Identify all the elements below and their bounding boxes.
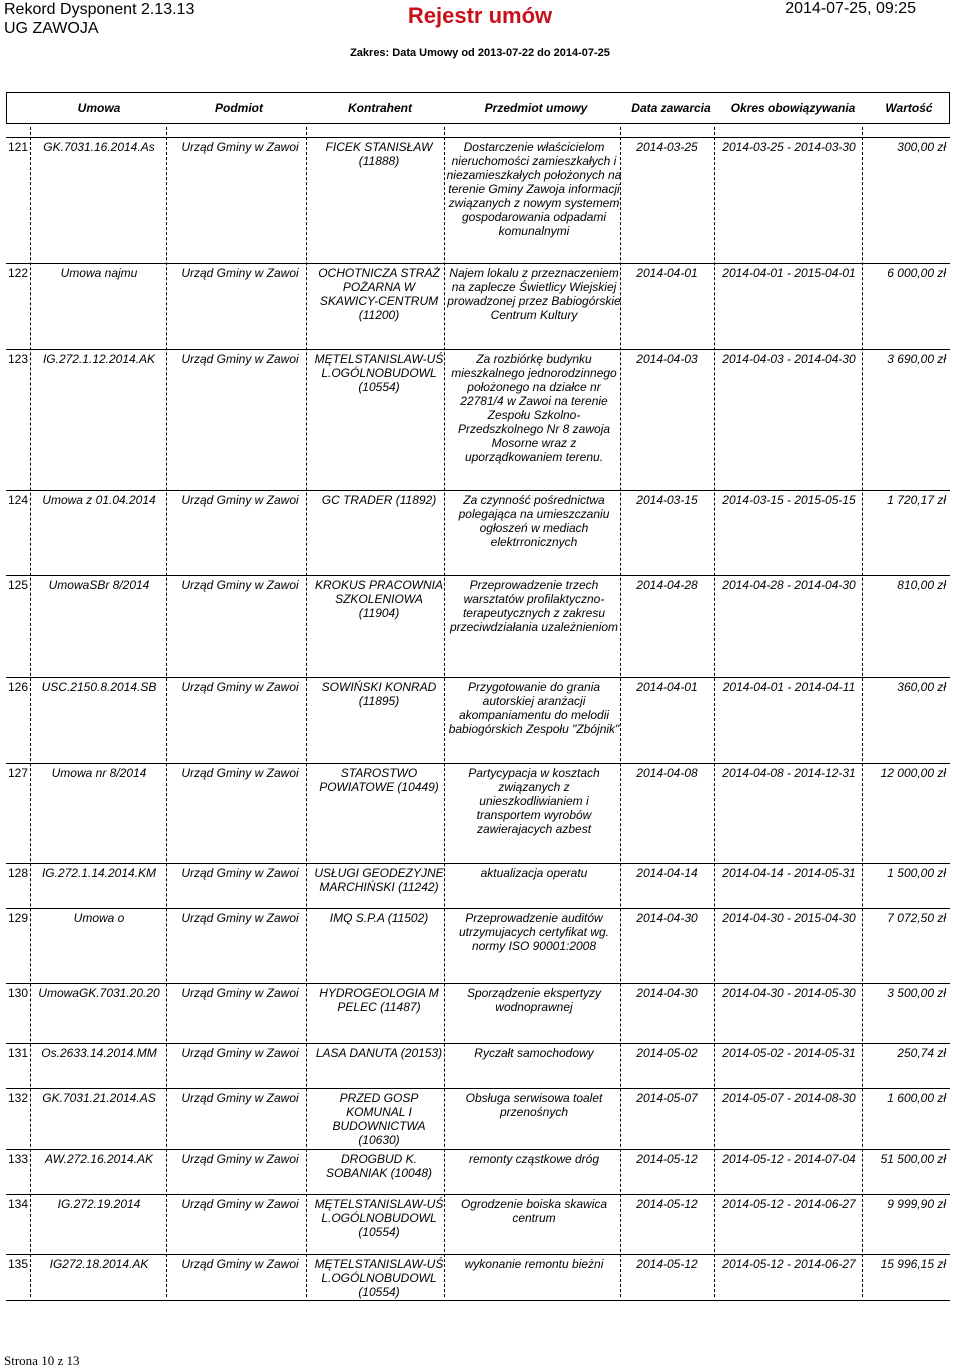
cell-przedmiot: Sporządzenie ekspertyzy wodnoprawnej — [466, 986, 602, 1014]
cell-no: 134 — [8, 1197, 29, 1211]
cell-kontrahent: FICEK STANISŁAW (11888) — [325, 140, 433, 168]
cell-okres: 2014-05-12 - 2014-06-27 — [722, 1197, 856, 1211]
cell-przedmiot: wykonanie remontu bieżni — [464, 1257, 604, 1271]
cell-data: 2014-04-01 — [636, 266, 698, 280]
cell-podmiot: Urząd Gminy w Zawoi — [181, 1091, 299, 1105]
col-umowa: Umowa — [77, 101, 121, 115]
cell-okres: 2014-05-12 - 2014-07-04 — [722, 1152, 856, 1166]
cell-kontrahent: KROKUS PRACOWNIA SZKOLENIOWA (11904) — [314, 578, 443, 620]
cell-data: 2014-04-01 — [636, 680, 698, 694]
cell-no: 122 — [8, 266, 29, 280]
cell-wartosc: 1 600,00 zł — [887, 1091, 946, 1105]
cell-no: 131 — [8, 1046, 29, 1060]
cell-podmiot: Urząd Gminy w Zawoi — [181, 1046, 299, 1060]
cell-kontrahent: USŁUGI GEODEZYJNE MARCHIŃSKI (11242) — [314, 866, 444, 894]
col-data: Data zawarcia — [631, 101, 711, 115]
cell-umowa: USC.2150.8.2014.SB — [41, 680, 157, 694]
cell-wartosc: 6 000,00 zł — [887, 266, 946, 280]
cell-przedmiot: Przeprowadzenie trzech warsztatów profilaktyczno-terapeutycznych z zakresu przeciwdziałania uzależnieniom — [449, 578, 619, 634]
cell-wartosc: 15 996,15 zł — [880, 1257, 946, 1271]
cell-data: 2014-04-30 — [636, 911, 698, 925]
cell-data: 2014-05-12 — [636, 1257, 698, 1271]
cell-data: 2014-05-07 — [636, 1091, 698, 1105]
cell-wartosc: 3 500,00 zł — [887, 986, 946, 1000]
cell-kontrahent: LASA DANUTA (20153) — [315, 1046, 443, 1060]
cell-przedmiot: Partycypacja w kosztach związanych z unieszkodliwianiem i transportem wyrobów zawierajacych azbest — [468, 766, 600, 836]
cell-no: 123 — [8, 352, 29, 366]
cell-podmiot: Urząd Gminy w Zawoi — [181, 1197, 299, 1211]
table-footer-line — [6, 1300, 950, 1331]
cell-wartosc: 7 072,50 zł — [887, 911, 946, 925]
cell-podmiot: Urząd Gminy w Zawoi — [181, 1257, 299, 1271]
cell-przedmiot: Najem lokalu z przeznaczeniem na zaplecze Świetlicy Wiejskiej prowadzonej przez Babiogórskie Centrum Kultury — [447, 266, 621, 322]
cell-no: 132 — [8, 1091, 29, 1105]
cell-kontrahent: IMQ S.P.A (11502) — [329, 911, 429, 925]
cell-data: 2014-03-25 — [636, 140, 698, 154]
cell-no: 133 — [8, 1152, 29, 1166]
cell-umowa: IG.272.1.12.2014.AK — [42, 352, 156, 366]
cell-umowa: Umowa z 01.04.2014 — [42, 493, 156, 507]
cell-no: 135 — [8, 1257, 29, 1271]
report-range: Zakres: Data Umowy od 2013-07-22 do 2014-07-25 — [350, 47, 610, 59]
cell-data: 2014-04-14 — [636, 866, 698, 880]
cell-data: 2014-05-12 — [636, 1152, 698, 1166]
col-przedmiot: Przedmiot umowy — [484, 101, 588, 115]
cell-podmiot: Urząd Gminy w Zawoi — [181, 1152, 299, 1166]
cell-no: 129 — [8, 911, 29, 925]
cell-kontrahent: SOWIŃSKI KONRAD (11895) — [321, 680, 437, 708]
cell-kontrahent: STAROSTWO POWIATOWE (10449) — [319, 766, 439, 794]
cell-kontrahent: MĘTELSTANISLAW-UŚ L.OGÓLNOBUDOWL (10554) — [314, 1197, 444, 1239]
cell-przedmiot: Obsługa serwisowa toalet przenośnych — [465, 1091, 603, 1119]
page-number: Strona 10 z 13 — [4, 1353, 80, 1368]
cell-no: 127 — [8, 766, 29, 780]
cell-umowa: IG.272.19.2014 — [57, 1197, 141, 1211]
cell-podmiot: Urząd Gminy w Zawoi — [181, 680, 299, 694]
cell-podmiot: Urząd Gminy w Zawoi — [181, 266, 299, 280]
cell-kontrahent: OCHOTNICZA STRAŻ POŻARNA W SKAWICY-CENTRUM (11200) — [318, 266, 440, 322]
cell-kontrahent: MĘTELSTANISLAW-UŚ L.OGÓLNOBUDOWL (10554) — [314, 1257, 444, 1299]
cell-okres: 2014-03-15 - 2015-05-15 — [722, 493, 856, 507]
col-kontrahent: Kontrahent — [348, 101, 412, 115]
org-name: UG ZAWOJA — [4, 20, 99, 37]
cell-no: 124 — [8, 493, 29, 507]
cell-umowa: GK.7031.21.2014.AS — [42, 1091, 156, 1105]
cell-przedmiot: Ogrodzenie boiska skawica centrum — [460, 1197, 608, 1225]
cell-no: 128 — [8, 866, 29, 880]
cell-okres: 2014-04-03 - 2014-04-30 — [722, 352, 856, 366]
cell-data: 2014-03-15 — [636, 493, 698, 507]
cell-data: 2014-04-30 — [636, 986, 698, 1000]
col-wartosc: Wartość — [885, 101, 933, 115]
cell-przedmiot: Za czynność pośrednictwa polegająca na umieszczaniu ogłoszeń w mediach elektrronicznych — [458, 493, 610, 549]
cell-data: 2014-04-03 — [636, 352, 698, 366]
cell-data: 2014-05-12 — [636, 1197, 698, 1211]
cell-podmiot: Urząd Gminy w Zawoi — [181, 493, 299, 507]
cell-przedmiot: Za rozbiórkę budynku mieszkalnego jednorodzinnego położonego na działce nr 22781/4 w Zawoi na terenie Zespołu Szkolno-Przedszkolnego Nr 8 zawoja Mosorne wraz z uporządkowaniem terenu. — [451, 352, 617, 464]
cell-przedmiot: aktualizacja operatu — [480, 866, 588, 880]
cell-wartosc: 250,74 zł — [897, 1046, 946, 1060]
cell-umowa: AW.272.16.2014.AK — [44, 1152, 154, 1166]
cell-data: 2014-04-08 — [636, 766, 698, 780]
cell-kontrahent: DROGBUD K. SOBANIAK (10048) — [325, 1152, 433, 1180]
col-okres: Okres obowiązywania — [730, 101, 856, 115]
app-name: Rekord Dysponent 2.13.13 — [4, 1, 195, 18]
cell-wartosc: 1 720,17 zł — [887, 493, 946, 507]
cell-umowa: IG.272.1.14.2014.KM — [41, 866, 157, 880]
cell-umowa: Umowa nr 8/2014 — [51, 766, 147, 780]
cell-okres: 2014-04-30 - 2014-05-30 — [722, 986, 856, 1000]
cell-podmiot: Urząd Gminy w Zawoi — [181, 986, 299, 1000]
cell-okres: 2014-05-12 - 2014-06-27 — [722, 1257, 856, 1271]
cell-przedmiot: Przeprowadzenie auditów utrzymujacych certyfikat wg. normy ISO 90001:2008 — [458, 911, 610, 953]
cell-podmiot: Urząd Gminy w Zawoi — [181, 766, 299, 780]
cell-kontrahent: GC TRADER (11892) — [321, 493, 437, 507]
cell-okres: 2014-04-28 - 2014-04-30 — [722, 578, 856, 592]
cell-wartosc: 9 999,90 zł — [887, 1197, 946, 1211]
report-datetime: 2014-07-25, 09:25 — [785, 0, 916, 17]
cell-okres: 2014-04-30 - 2015-04-30 — [722, 911, 856, 925]
cell-podmiot: Urząd Gminy w Zawoi — [181, 578, 299, 592]
cell-podmiot: Urząd Gminy w Zawoi — [181, 352, 299, 366]
cell-umowa: UmowaGK.7031.20.20 — [38, 986, 160, 1000]
cell-umowa: GK.7031.16.2014.As — [43, 140, 155, 154]
cell-podmiot: Urząd Gminy w Zawoi — [181, 911, 299, 925]
cell-data: 2014-05-02 — [636, 1046, 698, 1060]
cell-okres: 2014-04-01 - 2015-04-01 — [722, 266, 856, 280]
cell-umowa: Umowa o — [73, 911, 125, 925]
cell-przedmiot: Ryczałt samochodowy — [474, 1046, 594, 1060]
cell-kontrahent: HYDROGEOLOGIA M PELEC (11487) — [319, 986, 439, 1014]
cell-kontrahent: MĘTELSTANISLAW-UŚ L.OGÓLNOBUDOWL (10554) — [314, 352, 444, 394]
cell-no: 126 — [8, 680, 29, 694]
cell-umowa: IG272.18.2014.AK — [49, 1257, 149, 1271]
cell-przedmiot: remonty cząstkowe dróg — [468, 1152, 600, 1166]
cell-kontrahent: PRZED GOSP KOMUNAL I BUDOWNICTWA (10630) — [332, 1091, 426, 1147]
cell-wartosc: 51 500,00 zł — [880, 1152, 946, 1166]
cell-wartosc: 360,00 zł — [897, 680, 946, 694]
cell-wartosc: 12 000,00 zł — [880, 766, 946, 780]
cell-okres: 2014-05-07 - 2014-08-30 — [722, 1091, 856, 1105]
cell-podmiot: Urząd Gminy w Zawoi — [181, 866, 299, 880]
cell-wartosc: 300,00 zł — [897, 140, 946, 154]
cell-przedmiot: Przygotowanie do grania autorskiej aranżacji akompaniamentu do melodii babiogórskich Zespołu "Zbójnik" — [448, 680, 620, 736]
cell-okres: 2014-05-02 - 2014-05-31 — [722, 1046, 856, 1060]
cell-wartosc: 810,00 zł — [897, 578, 946, 592]
cell-umowa: Os.2633.14.2014.MM — [41, 1046, 157, 1060]
cell-no: 121 — [8, 140, 29, 154]
cell-wartosc: 1 500,00 zł — [887, 866, 946, 880]
cell-przedmiot: Dostarczenie właścicielom nieruchomości zamieszkałych i niezamieszkałych położonych na terenie Gminy Zawoja informacji związanych z nowym systemem gospodarowania odpadami komunalnymi — [446, 140, 622, 238]
cell-umowa: Umowa najmu — [60, 266, 138, 280]
col-podmiot: Podmiot — [215, 101, 263, 115]
cell-okres: 2014-04-01 - 2014-04-11 — [722, 680, 856, 694]
cell-okres: 2014-03-25 - 2014-03-30 — [722, 140, 856, 154]
cell-wartosc: 3 690,00 zł — [887, 352, 946, 366]
cell-okres: 2014-04-14 - 2014-05-31 — [722, 866, 856, 880]
cell-umowa: UmowaSBr 8/2014 — [48, 578, 150, 592]
report-title: Rejestr umów — [407, 3, 553, 28]
cell-podmiot: Urząd Gminy w Zawoi — [181, 140, 299, 154]
cell-okres: 2014-04-08 - 2014-12-31 — [722, 766, 856, 780]
cell-no: 125 — [8, 578, 29, 592]
table-header — [6, 92, 950, 124]
cell-no: 130 — [8, 986, 29, 1000]
cell-data: 2014-04-28 — [636, 578, 698, 592]
